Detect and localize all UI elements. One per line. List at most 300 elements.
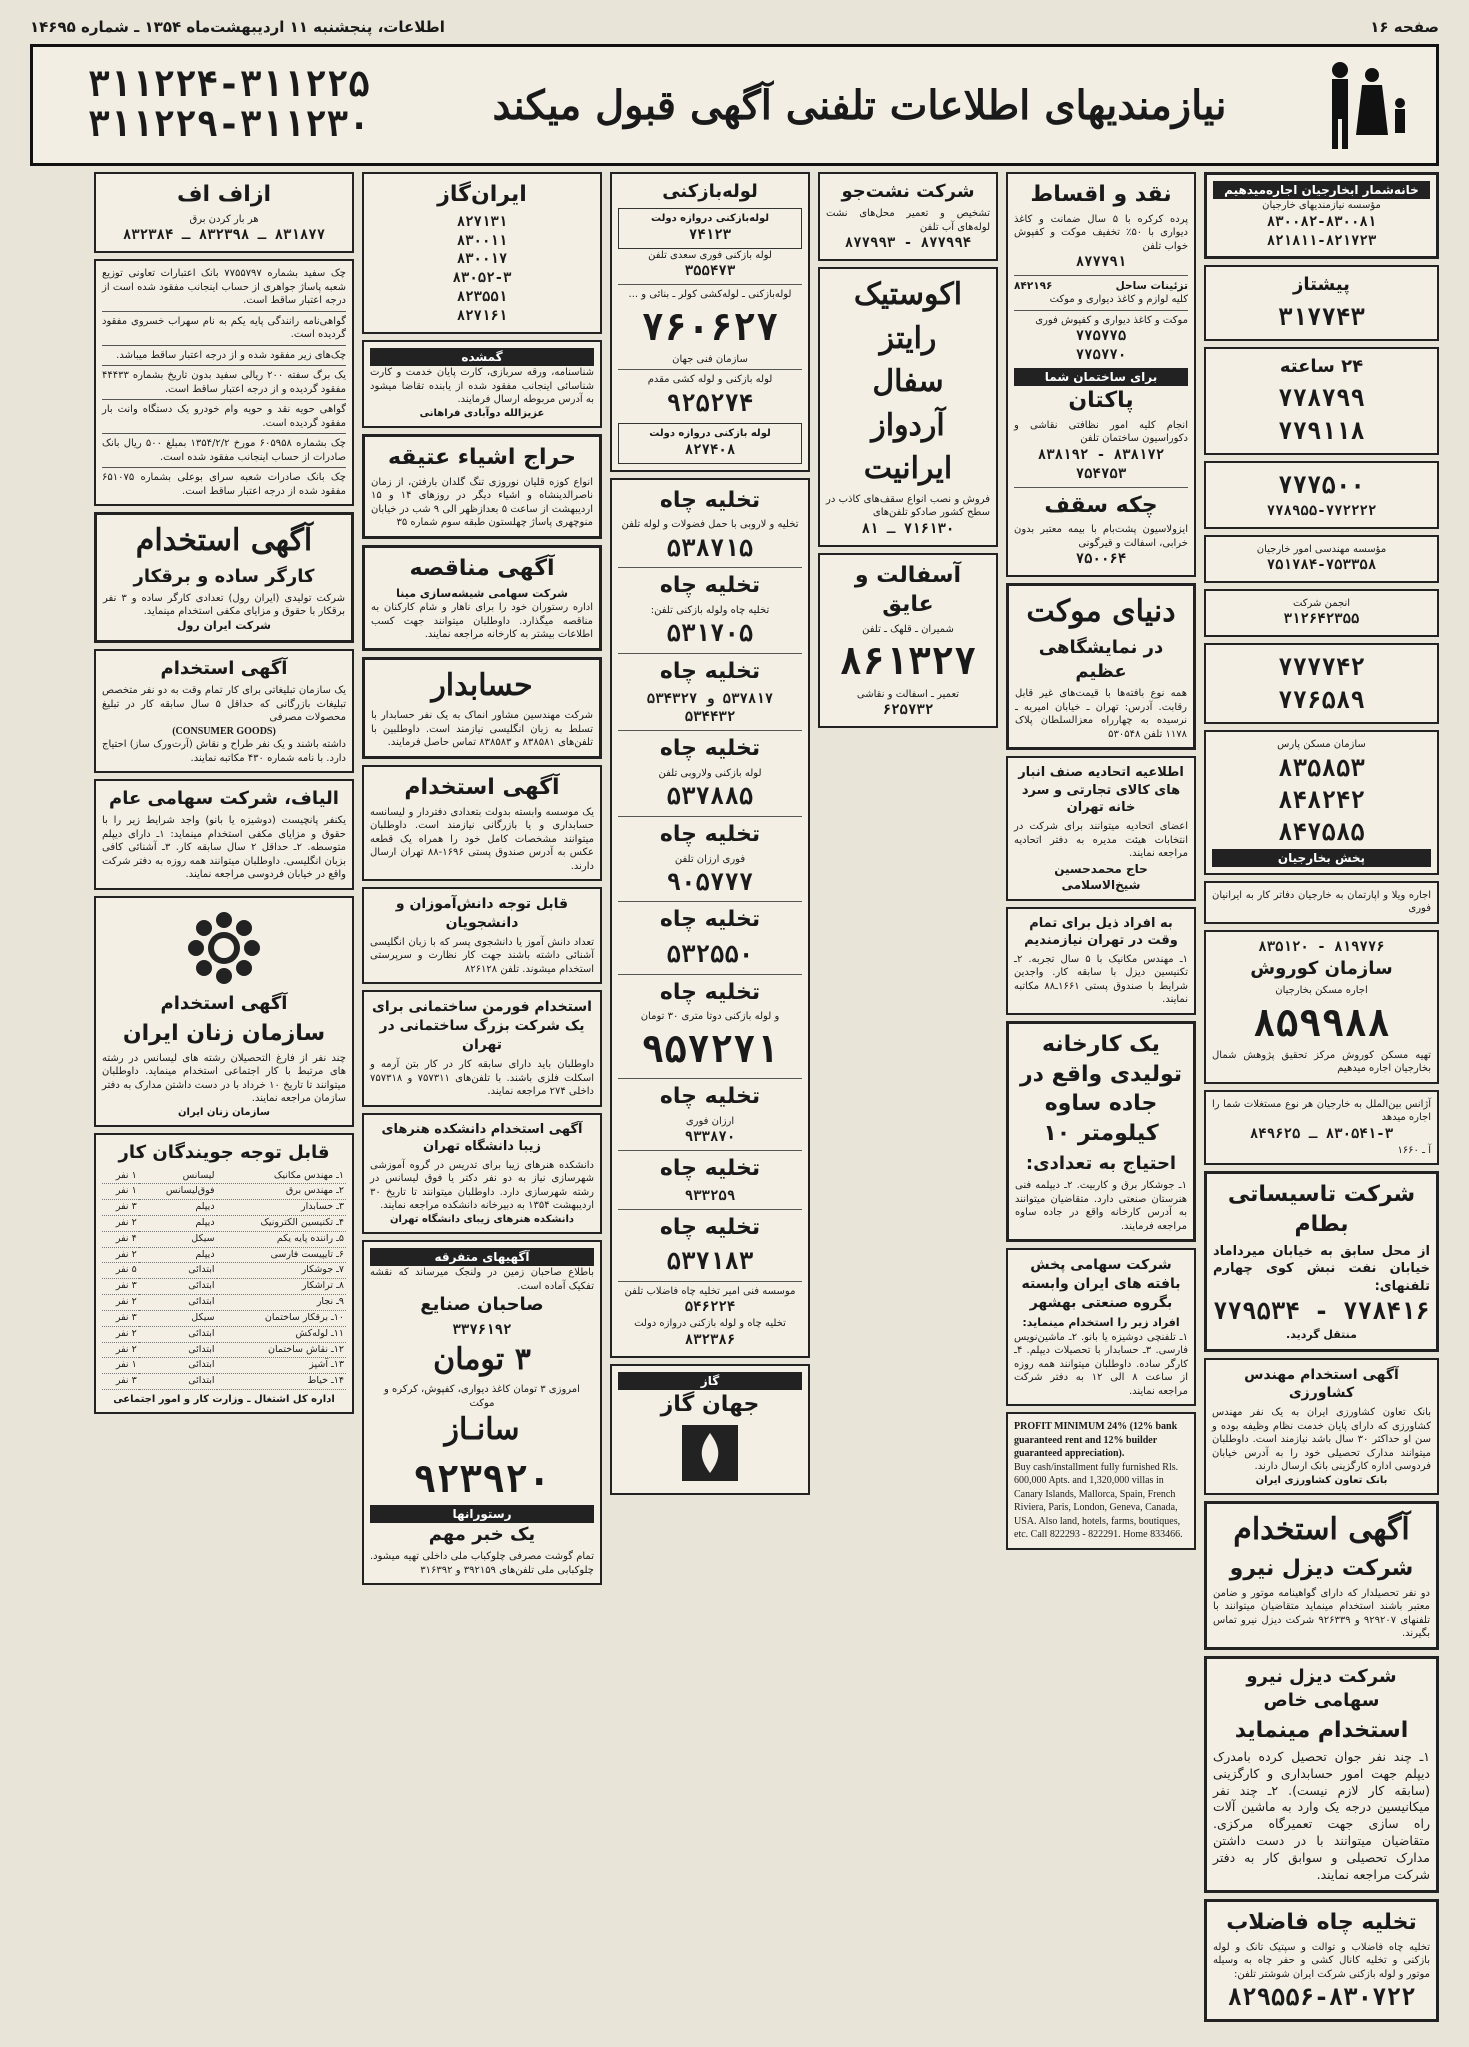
- karkhaneh-text: ۱ـ جوشکار برق و کاربیت. ۲ـ دیپلمه فنی هنرستان صنعتی دارد. متقاضیان میتوانند به آدرس کارخانه واقع در جاده ساوه مراجعه فرمایند.: [1015, 1180, 1187, 1232]
- iranrol-box: [94, 512, 354, 643]
- takhlieh-5-phone: ۹۰۵۷۷۷: [666, 868, 754, 897]
- mohandesi-box: [1204, 535, 1439, 583]
- monaqeseh-title: آگهی مناقصه: [409, 555, 555, 581]
- anjoman-phone: ۳۱۲۶۴۲۳۵۵: [1283, 611, 1360, 628]
- table-cell: ۲ نفر: [102, 1247, 139, 1263]
- rent-1-phone2: ۸۲۱۸۱۱-۸۲۱۷۲۳: [1266, 232, 1377, 249]
- lule-moq-phone: ۹۲۵۲۷۴: [666, 388, 754, 417]
- takhlieh-title-6: تخلیه چاه: [659, 907, 761, 933]
- tasisat-box: [1204, 1171, 1439, 1351]
- takhlieh-title-3: تخلیه چاه: [659, 658, 761, 684]
- lule-sadi: لوله بازکنی فوری سعدی تلفن: [648, 249, 772, 261]
- column-3: [818, 172, 998, 2031]
- takhlieh-9-phone: ۹۳۳۲۵۹: [684, 1187, 736, 1204]
- table-cell: ۱ نفر: [102, 1184, 139, 1200]
- takhlieh-7-text: و لوله بازکنی دوتا متری ۳۰ تومان: [640, 1011, 780, 1023]
- table-cell: ۱ نفر: [102, 1169, 139, 1184]
- table-cell: ۳ نفر: [102, 1200, 139, 1216]
- zanan-text: چند نفر از فارغ التحصیلان رشته های لیسانس در رشته های مرتبط با کار اجتماعی استخدام مینماید. داوطلبان میتوانند تا تاریخ ۱۰ خرداد با در دست داشتن مدارک به دفتر سازمان مراجعه نمایند.: [102, 1052, 346, 1105]
- profit-box: [1006, 1412, 1196, 1550]
- gas-flame-icon: [618, 1423, 802, 1483]
- page-number: صفحه ۱۶: [1370, 18, 1439, 36]
- banner-phones-1: ۳۱۱۲۲۴-۳۱۱۲۲۵: [88, 64, 370, 106]
- chekeh-text: ایزولاسیون پشت‌بام با بیمه معتبر بدون خرابی، اسفالت و قیرگونی: [1014, 524, 1188, 549]
- donya-box: [1006, 583, 1196, 750]
- takhlieh-4: لوله بازکنی ولاروبی تلفن: [658, 767, 762, 779]
- zanan-sub: سازمان زنان ایران: [122, 1021, 326, 1047]
- ettehadieh-title: اطلاعیه اتحادیه صنف انبار های کالای تجارتی و سرد خانه تهران: [1018, 765, 1184, 816]
- fazelab-text: تخلیه چاه فاضلاب و توالت و سپتیک تانک و لوله بازکنی و تخلیه کانال کشی و حفر چاه به وسیله موتور و لوله بازکنی شرکت ایران شوشتر تلفن:: [1213, 1941, 1430, 1980]
- hesabdar-box: [362, 657, 602, 759]
- agency-tag: آ ـ ۱۶۶۰: [1397, 1144, 1431, 1156]
- diesel2-title: شرکت دیزل نیرو سهامی خاص: [1246, 1665, 1397, 1711]
- kourosh-big-phone: ۸۵۹۹۸۸: [1252, 1000, 1391, 1045]
- tasisat-text: از محل سابق به خیابان میرداماد خیابان نفت نبش کوی چهارم تلفنهای:: [1213, 1243, 1430, 1294]
- karkhaneh-box: [1006, 1021, 1196, 1242]
- tamamvaqt-title: به افراد ذیل برای تمام وقت در تهران نیازمندیم: [1024, 915, 1178, 949]
- consumer-text2: داشته باشند و یک نفر طراح و نقاش (آرت‌ورک ساز) احتیاج دارد. با نامه شماره ۴۳۰ مکاتبه نمایند.: [102, 739, 346, 764]
- toman-text: امروزی ۳ تومان کاغذ دیواری، کفپوش، کرکره و موکت: [384, 1384, 580, 1409]
- lost-notice-4: یک برگ سفته ۲۰۰ ریالی سفید بدون تاریخ بشماره ۴۴۴۳۳ مفقود گردیده و از درجه اعتبار ساقط است.: [102, 370, 346, 395]
- table-row: [102, 1247, 346, 1263]
- phone7777: ۷۷۷۷۴۲: [1278, 653, 1365, 682]
- doulat-text: تخلیه چاه و لوله بازکنی دروازه دولت: [634, 1318, 786, 1330]
- acoustic-phone: ۷۱۶۱۳۰ ـ ۸۱: [861, 520, 955, 537]
- asfalt-phone2: ۶۲۵۷۳۲: [882, 702, 934, 719]
- irangas-phone5: ۸۲۳۵۵۱: [456, 289, 508, 306]
- column-5: [362, 172, 602, 2031]
- hesabdar-text: شرکت مهندسین مشاور انماک به یک نفر حسابدار با تسلط به زبان انگلیسی نیازمند است. داوطلبین با تلفن‌های ۸۳۸۵۸۱ و ۸۳۸۵۸۳ تماس حاصل فرمایند.: [371, 710, 593, 749]
- monaqeseh-text: اداره رستوران خود را برای ناهار و شام کارکنان به مناقصه میگذارد. داوطلبان میتوانند جهت کسب اطلاعات بیشتر به کارخانه مراجعه نمایند.: [371, 602, 593, 641]
- alyaf-text: یکنفر پانچیست (دوشیزه یا بانو) واجد شرایط زیر را با حقوق و مزایای مکفی استخدام مینماید: ۱ـ دارای دیپلم متوسطه. ۲ـ حداقل ۲ سال سابقه کار. ۳ـ آشنائی کافی بزبان انگلیسی. داوطلبان میتوانند همه روزه به دفتر شرکت واقع در خیابان فردوسی مراجعه نمایند.: [102, 815, 347, 881]
- takhlieh-4-phone: ۵۳۷۸۸۵: [666, 782, 754, 811]
- motefareqeh-text: باطلاع صاحبان زمین در ولنجک میرساند که نقشه تفکیک آماده است.: [370, 1267, 594, 1292]
- lost-notice-5: گواهی حویه نقد و حویه وام خودرو یک دستگاه وانت بار مفقود گردیده است.: [102, 404, 346, 429]
- pishtaz-phone: ۳۱۷۷۴۳: [1278, 302, 1365, 331]
- profit-text: Buy cash/installment fully furnished Rls. 600,000 Apts. and 1,320,000 villas in Canary Islands, Mallorca, Spain, French Riviera, Paris, London, Geneva, Canada, USA. Also land, hotels, farms, boutiques, etc. Call 822293 - 822291. Home 833466.: [1014, 1461, 1183, 1541]
- table-row: [102, 1374, 346, 1390]
- takhlieh-3-phone2: ۵۳۴۴۳۲: [684, 709, 736, 726]
- lule-sazman: سازمان فنی جهان: [672, 353, 748, 365]
- banner-phones: [49, 65, 409, 144]
- column-2: [1006, 172, 1196, 2031]
- table-row: [102, 1279, 346, 1295]
- table-cell: ۳ نفر: [102, 1374, 139, 1390]
- phone777-box: [1204, 461, 1439, 528]
- diesel-text: دو نفر تحصیلدار که دارای گواهینامه موتور و ضامن معتبر باشند استخدام مینماید متقاضیان میتوانند با تلفنهای ۹۲۹۲۰۷ و ۹۲۶۳۳۹ شرکت دیزل نیرو تماس بگیرند.: [1213, 1587, 1430, 1640]
- paktan-title: پاکتان: [1068, 388, 1134, 414]
- gas-tag: گاز: [618, 1372, 802, 1390]
- nasht-phone: ۸۷۷۹۹۴ - ۸۷۷۹۹۳: [844, 235, 972, 252]
- takhlieh-title-9: تخلیه چاه: [659, 1156, 761, 1182]
- table-row: [102, 1295, 346, 1311]
- lule-dolat-phone: ۸۲۷۴۰۸: [684, 441, 736, 458]
- restaurant-text: تمام گوشت مصرفی چلوکباب ملی داخلی تهیه میشود. چلوکبابی ملی تلفن‌های ۳۹۲۱۵۹ و ۳۱۶۳۹۲: [370, 1551, 594, 1576]
- gomshodeh-text: شناسنامه، ورقه سربازی، کارت پایان خدمت و کارت شناسائی اینجانب مفقود شده از یابنده تقاضا میشود به آدرس مربوطه ارسال فرمایند.: [370, 367, 594, 406]
- table-cell: فوق‌لیسانس: [139, 1184, 217, 1200]
- keshavarzi-title: آگهی استخدام مهندس کشاورزی: [1244, 1366, 1399, 1402]
- naqd-text: پرده کرکره با ۵ سال ضمانت و کاغذ دیواری با ۵۰٪ تخفیف موکت و کفپوش خواب تلفن: [1014, 213, 1189, 252]
- takhlieh-3-phone: ۵۳۷۸۱۷ و ۵۳۴۳۲۷: [646, 690, 774, 707]
- table-cell: سیکل: [139, 1310, 217, 1326]
- restaurant-tag: رستورانها: [370, 1505, 594, 1523]
- monaqeseh-box: [362, 545, 602, 651]
- fazelab-phone: ۸۲۹۵۵۶-۸۳۰۷۲۲: [1227, 1983, 1416, 2011]
- asfalt-text: شمیران ـ قلهک ـ تلفن: [862, 623, 954, 635]
- table-cell: دیپلم: [139, 1216, 217, 1232]
- agency-box: [1204, 1090, 1439, 1165]
- table-cell: ابتدائی: [139, 1358, 217, 1374]
- consumer-en: (CONSUMER GOODS): [172, 725, 276, 737]
- tazeinat-text: کلیه لوازم و کاغذ دیواری و موکت: [1049, 294, 1188, 306]
- haraj-text: انواع کوزه قلیان نوروزی تنگ گلدان بارفتن، از زمان ناصرالدینشاه و اشیاء دیگر در روزهای ۱۴ و ۱۵ اردیبهشت از ساعت ۵ بعدازظهر الی ۹ شب در خیابان منوچهری پاساژ چهلستون طبقه سوم شماره ۳۵: [371, 476, 593, 529]
- rent-1-phone: ۸۳۰۰۸۲-۸۳۰۰۸۱: [1266, 213, 1377, 230]
- lule-moq: لوله بازکنی و لوله کشی مقدم: [647, 374, 773, 386]
- family-silhouette-icon: [1310, 55, 1420, 155]
- irangas-box: [362, 172, 602, 334]
- pakhsh-text: ۱ـ تلفنچی دوشیزه یا بانو. ۲ـ ماشین‌نویس فارسی. ۳ـ حسابدار با تحصیلات دیپلم. ۴ـ کارگر ساده. داوطلبان میتوانند همه روزه از ساعت ۸ الی ۱۲ به دفتر شرکت مراجعه نمایند.: [1014, 1331, 1189, 1397]
- lost-notice-6: چک بشماره ۶۰۵۹۵۸ مورخ ۱۳۵۴/۲/۲ بمبلغ ۵۰۰ ریال بانک صادرات از حساب اینجانب مفقود شده است.: [102, 438, 346, 463]
- jobs-footer: اداره کل اشتغال ـ وزارت کار و امور اجتماعی: [113, 1393, 335, 1405]
- kourosh-title: سازمان کوروش: [1250, 957, 1393, 979]
- table-cell: ۳ نفر: [102, 1310, 139, 1326]
- honar-title: آگهی استخدام دانشکده هنرهای زیبا دانشگاه تهران: [381, 1121, 583, 1155]
- diesel2-text: ۱ـ چند نفر جوان تحصیل کرده بامدرک دیپلم جهت امور حسابداری و کارگزینی (سابقه کار لازم نیست). ۲ـ چند نفر میکانیسین درجه یک وارد به ماشین آلات راه سازی جهت تعمیرگاه مرکزی. متقاضیان میتوانند با در دست داشتن مدارک تحصیلی و سوابق کار به دفتر شرکت مراجعه نمایند.: [1213, 1748, 1430, 1882]
- zanan-sign: سازمان زنان ایران: [178, 1106, 270, 1118]
- lule-sadi-phone: ۳۵۵۴۷۳: [684, 263, 736, 280]
- acoustic-text: فروش و نصب انواع سقف‌های کاذب در سطح کشور صادکو تلفن‌های: [826, 493, 990, 519]
- sun-emblem-icon: [102, 908, 346, 988]
- diesel-sub: شرکت دیزل نیرو: [1229, 1555, 1414, 1581]
- jouyandegan-title: قابل توجه جویندگان کار: [118, 1142, 330, 1164]
- pishtaz-box: [1204, 265, 1439, 341]
- afaf-box: [94, 172, 354, 253]
- paktan-text: انجام کلیه امور نظافتی نقاشی و دکوراسیون ساختمان تلفن: [1014, 419, 1188, 445]
- table-row: [102, 1326, 346, 1342]
- table-cell: ۷ـ جوشکار: [217, 1263, 346, 1279]
- tamamvaqt-text: ۱ـ مهندس مکانیک با ۵ سال تجربه. ۲ـ تکنیسین دیزل با سابقه کار. واجدین شرایط با صندوق پستی ۱۶۶۱ـ۸۸ مکاتبه نمایند.: [1014, 953, 1189, 1006]
- table-cell: ۱ـ مهندس مکانیک: [217, 1169, 346, 1184]
- maskan-title: سازمان مسکن پارس: [1277, 739, 1366, 751]
- table-cell: ۱ نفر: [102, 1358, 139, 1374]
- moket-text: موکت و کاغذ دیواری و کفپوش فوری: [1035, 314, 1188, 326]
- diesel-box: [1204, 1501, 1439, 1649]
- paktan-phone: ۸۳۸۱۷۲ - ۸۳۸۱۹۲: [1037, 446, 1165, 463]
- anjoman-title: انجمن شرکت: [1292, 597, 1351, 609]
- pishtaz-title: پیشتاز: [1293, 274, 1350, 296]
- foreman-box: [362, 990, 602, 1106]
- agency-phone: ۸۳۰۵۴۱-۳ ـ ۸۴۹۶۲۵: [1249, 1125, 1394, 1142]
- table-cell: ابتدائی: [139, 1279, 217, 1295]
- table-row: [102, 1342, 346, 1358]
- takhlieh-8-phone: ۹۳۳۸۷۰: [684, 1129, 736, 1146]
- tasisat-title: شرکت تاسیساتی بطام: [1227, 1182, 1416, 1237]
- foreman-title: استخدام فورمن ساختمانی برای یک شرکت بزرگ ساختمانی در تهران: [372, 999, 592, 1054]
- phone777b: ۷۷۸۹۵۵-۷۷۲۲۲۲: [1266, 502, 1377, 519]
- daneshamuz-title: قابل توجه دانش‌آموزان و دانشجویان: [395, 896, 569, 932]
- consumer-box: [94, 649, 354, 773]
- table-cell: سیکل: [139, 1231, 217, 1247]
- banner-text: نیازمندیهای اطلاعات تلفنی آگهی قبول میکند: [492, 81, 1227, 129]
- keshavarzi-text: بانک تعاون کشاورزی ایران به یک نفر مهندس کشاورزی که دارای پایان خدمت نظام وظیفه بوده و سن او حداکثر ۳۰ سال باشد نیازمند است. داوطلبان میتوانند مدارک تحصیلی خود را به آدرس خیابان فردوسی اداره کارگزینی بانک ارسال دارند.: [1212, 1407, 1431, 1473]
- nasht-box: [818, 172, 998, 261]
- table-cell: ۱۳ـ آشپز: [217, 1358, 346, 1374]
- table-cell: ۳ـ حسابدار: [217, 1200, 346, 1216]
- takhlieh-title-1: تخلیه چاه: [659, 487, 761, 513]
- mohandesi-title: مؤسسه مهندسی امور خارجیان: [1256, 543, 1387, 555]
- agency-text: آژانس بین‌الملل به خارجیان هر نوع مستغلات شما را اجاره میدهد: [1212, 1098, 1431, 1124]
- gomshodeh-sign: عزیزالله دوآبادی فراهانی: [419, 407, 545, 419]
- table-cell: ۵ـ راننده پایه یکم: [217, 1231, 346, 1247]
- lule-title: لوله‌بازکنی: [662, 181, 758, 202]
- takhlieh-10-phone: ۵۳۷۱۸۳: [666, 1247, 754, 1276]
- table-cell: ابتدائی: [139, 1374, 217, 1390]
- fazelab-title: تخلیه چاه فاضلاب: [1226, 1909, 1417, 1935]
- sanaz-phone: ۹۲۳۹۲۰: [413, 1456, 551, 1501]
- takhlieh-box: [610, 478, 810, 1358]
- maskan-phone2: ۸۴۸۲۴۲: [1278, 785, 1365, 814]
- diesel2-box: [1204, 1656, 1439, 1893]
- table-cell: ۲ نفر: [102, 1326, 139, 1342]
- takhlieh-2-phone: ۵۳۱۷۰۵: [666, 619, 754, 648]
- iranrol-sub: کارگر ساده و برقکار: [133, 565, 315, 587]
- foreman-text: داوطلبان باید دارای سابقه کار در کار بتن آرمه و اسکلت فلزی باشند. با تلفن‌های ۷۵۷۳۱۱ و ۷۵۷۳۱۸ داخلی ۲۷۴ مراجعه نمایند.: [370, 1059, 594, 1098]
- rent-header: خانه‌شمار ابخارجیان اجاره‌میدهیم: [1213, 181, 1430, 199]
- column-4: [610, 172, 810, 2031]
- diesel-title: آگهی استخدام: [1233, 1512, 1410, 1548]
- daneshamuz-box: [362, 887, 602, 984]
- alyaf-title: الیاف، شرکت سهامی عام: [109, 788, 339, 810]
- irangas-phone6: ۸۲۷۱۶۱: [456, 308, 508, 325]
- lule-box: [610, 172, 810, 472]
- table-cell: ابتدائی: [139, 1295, 217, 1311]
- honar-box: [362, 1113, 602, 1235]
- table-cell: ۲ نفر: [102, 1295, 139, 1311]
- column-6: [94, 172, 354, 2031]
- gomshodeh-box: [362, 340, 602, 428]
- maskan-tag: پخش بخارجیان: [1212, 849, 1431, 867]
- table-row: [102, 1231, 346, 1247]
- nasht-text: تشخیص و تعمیر محل‌های نشت لوله‌های آب تلفن: [826, 208, 990, 233]
- table-cell: ۲ نفر: [102, 1216, 139, 1232]
- consumer-title: آگهی استخدام: [160, 657, 288, 679]
- table-row: [102, 1169, 346, 1184]
- s24-box: [1204, 347, 1439, 455]
- iranit-title: ایرانیت: [863, 451, 953, 487]
- table-cell: ۴ـ تکنیسین الکترونیک: [217, 1216, 346, 1232]
- lule-dolat: لوله بازکنی دروازه دولت: [649, 428, 771, 440]
- lule-koly: لوله‌بازکنی ـ لوله‌کشی کولر ـ بنائی و ...: [628, 289, 792, 301]
- takhlieh-7-big: ۹۵۷۲۷۱: [641, 1026, 779, 1071]
- ettehadieh-sign: حاج محمدحسین شیخ‌الاسلامی: [1054, 861, 1148, 892]
- table-cell: ۶ـ تایپیست فارسی: [217, 1247, 346, 1263]
- gas-box: [610, 1364, 810, 1496]
- paktan-phone2: ۷۵۴۷۵۳: [1075, 465, 1127, 482]
- naqd-box: [1006, 172, 1196, 577]
- jobs-table: [102, 1169, 346, 1390]
- s24-title: ۲۴ ساعته: [1279, 356, 1364, 378]
- kourosh-phone-top: ۸۱۹۷۷۶ - ۸۳۵۱۲۰: [1258, 938, 1385, 955]
- restaurant-title: یک خبر مهم: [428, 1524, 536, 1546]
- irangas-title: ایران‌گاز: [437, 182, 527, 207]
- lost-notice-2: گواهی‌نامه رانندگی پایه یکم به نام سهراب خسروی مفقود گردیده است.: [102, 315, 346, 341]
- naqd-title: نقد و اقساط: [1030, 182, 1172, 207]
- takhlieh-6-phone: ۵۳۲۵۵۰: [666, 940, 754, 969]
- table-cell: ۲ نفر: [102, 1342, 139, 1358]
- keshavarzi-sign: بانک تعاون کشاورزی ایران: [1255, 1474, 1388, 1486]
- alyaf-box: [94, 779, 354, 890]
- ads-grid: [30, 172, 1439, 2031]
- donya-title: دنیای موکت: [1026, 594, 1176, 630]
- page-header: [30, 14, 1439, 40]
- sakhteman-tag: برای ساختمان شما: [1014, 368, 1188, 386]
- iranrol-sign: شرکت ایران رول: [177, 618, 271, 632]
- pakhsh-title: شرکت سهامی پخش بافته های ایران وابسته بگروه صنعتی بهشهر: [1021, 1257, 1181, 1311]
- acoustic-title: اکوستیک: [853, 277, 963, 313]
- keshavarzi-box: [1204, 1358, 1439, 1496]
- table-cell: ابتدائی: [139, 1263, 217, 1279]
- table-cell: لیسانس: [139, 1169, 217, 1184]
- zanan-box: [94, 896, 354, 1127]
- tamamvaqt-box: [1006, 907, 1196, 1015]
- villa-box: اجاره ویلا و اپارتمان به خارجیان دفاتر کار به ایرانیان فوری: [1204, 881, 1439, 924]
- sanaye-title: صاحبان صنایع: [420, 1294, 544, 1316]
- lule-text: لوله‌بازکنی دروازه دولت: [651, 213, 769, 225]
- karkhaneh-title: یک کارخانه تولیدی واقع در جاده ساوه کیلومتر ۱۰: [1019, 1031, 1183, 1147]
- table-cell: ۳ نفر: [102, 1279, 139, 1295]
- table-row: [102, 1200, 346, 1216]
- takhlieh-5: فوری ارزان تلفن: [674, 853, 746, 865]
- gomshodeh-tag: گمشده: [370, 348, 594, 366]
- misc-ads-box: [362, 1240, 602, 1585]
- tazeinat-row: [1014, 279, 1188, 293]
- ettehadieh-text: اعضای اتحادیه میتوانند برای شرکت در انتخابات هیئت مدیره به دفتر اتحادیه مراجعه نمایند.: [1014, 821, 1188, 859]
- donya-text: همه نوع بافته‌ها با قیمت‌های غیر قابل رقابت. آدرس: تهران ـ خیابان امیریه ـ نرسیده به چهارراه معزالسلطان پلاک ۱۱۷۸ تلفن ۵۳۰۵۴۸: [1015, 688, 1187, 740]
- karkhaneh-sub: احتیاج به تعدادی:: [1025, 1152, 1177, 1174]
- table-cell: ۹ـ نجار: [217, 1295, 346, 1311]
- iranrol-text: شرکت تولیدی (ایران رول) تعدادی کارگر ساده و ۳ نفر برقکار با حقوق و مزایای مکفی استخدام مینماید.: [103, 592, 345, 618]
- asfalt-box: [818, 553, 998, 729]
- chekeh-phone: ۷۵۰۰۶۴: [1075, 551, 1127, 568]
- tazeinat-phone: ۸۴۲۱۹۶: [1014, 280, 1053, 293]
- tasisat-end: منتقل گردید.: [1286, 1327, 1357, 1341]
- takhlieh-8: ارزان فوری: [685, 1115, 735, 1127]
- doulat-phone: ۸۳۲۳۸۶: [684, 1331, 736, 1348]
- irangas-phone3: ۸۳۰۰۱۷: [456, 251, 508, 268]
- fanni-phone: ۵۴۶۲۲۴: [684, 1299, 736, 1316]
- table-cell: ۸ـ تراشکار: [217, 1279, 346, 1295]
- table-cell: ۱۱ـ لوله‌کش: [217, 1326, 346, 1342]
- table-row: [102, 1310, 346, 1326]
- jouyandegan-box: [94, 1133, 354, 1414]
- takhlieh-title-2: تخلیه چاه: [659, 573, 761, 599]
- table-row: [102, 1184, 346, 1200]
- takhlieh-1-phone: ۵۳۸۷۱۵: [666, 533, 754, 562]
- estekhdam-text: یک موسسه وابسته بدولت بتعدادی دفتردار و لیسانسه حسابداری و یا بازرگانی نیازمند است. داوطلبان میتوانند مشخصات کامل خود را همراه یک قطعه عکس به آدرس صندوق پستی ۱۶۹۶-۸۸ تهران ارسال دارند.: [370, 806, 594, 872]
- irangas-phone: ۸۲۷۱۳۱: [456, 213, 508, 230]
- motefareqeh-tag: آگهیهای متفرقه: [370, 1248, 594, 1266]
- pakhsh-box: [1006, 1248, 1196, 1406]
- riz-title: رایتز: [879, 320, 937, 356]
- fazelab-box: [1204, 1899, 1439, 2023]
- top-banner: [30, 44, 1439, 166]
- afaf-phone: ۸۳۱۸۷۷ ـ ۸۳۲۳۹۸ ـ ۸۳۲۳۸۴: [122, 227, 326, 244]
- gas-name: جهان گاز: [660, 1391, 760, 1417]
- lost-notice-1: چک سفید بشماره ۷۷۵۵۷۹۷ بانک اعتبارات تعاونی توزیع شعبه پاساژ جواهری از حساب اینجانب مفقود شده است از درجه اعتبار ساقط است.: [102, 268, 346, 307]
- table-cell: ۵ نفر: [102, 1263, 139, 1279]
- acoustic-box: [818, 267, 998, 546]
- table-cell: ابتدائی: [139, 1342, 217, 1358]
- afaf-title: ازاف اف: [176, 182, 272, 207]
- maskan-phone: ۸۳۵۸۵۳: [1278, 753, 1365, 782]
- issue-line: اطلاعات، پنجشنبه ۱۱ اردیبهشت‌ماه ۱۳۵۴ ـ شماره ۱۴۶۹۵: [30, 18, 445, 36]
- chekeh-title: چکه سقف: [1044, 492, 1158, 518]
- naqd-phone: ۸۷۷۷۹۱: [1075, 254, 1127, 271]
- takhlieh-title-10: تخلیه چاه: [659, 1214, 761, 1240]
- iranrol-title: آگهی استخدام: [135, 523, 313, 559]
- table-cell: ابتدائی: [139, 1326, 217, 1342]
- asfalt-title: آسفالت و عایق: [854, 562, 962, 618]
- table-cell: ۱۲ـ نقاش ساختمان: [217, 1342, 346, 1358]
- fanni-text: موسسه فنی امیر تخلیه چاه فاضلاب تلفن: [624, 1285, 796, 1297]
- toman-title: ۳ تومان: [433, 1341, 531, 1377]
- table-cell: ۲ـ مهندس برق: [217, 1184, 346, 1200]
- tazeinat-title: تزئینات ساحل: [1115, 280, 1188, 293]
- irangas-phone2: ۸۳۰۰۱۱: [456, 232, 508, 249]
- table-row: [102, 1263, 346, 1279]
- table-cell: ۴ نفر: [102, 1231, 139, 1247]
- sanaz-title: سانـاز: [444, 1412, 520, 1448]
- kourosh-text: تهیه مسکن کوروش مرکز تحقیق پژوهش شمال بخارجیان اجاره میدهیم: [1212, 1049, 1431, 1075]
- asfalt-sub: تعمیر ـ اسفالت و نقاشی: [856, 688, 960, 700]
- takhlieh-1: تخلیه و لاروبی با حمل فضولات و لوله تلفن: [621, 519, 799, 531]
- hesabdar-title: حسابدار: [431, 667, 533, 703]
- irangas-phone4: ۸۳۰۵۲-۳: [452, 270, 512, 287]
- diesel2-sub: استخدام مینماید: [1234, 1718, 1409, 1744]
- takhlieh-title-7: تخلیه چاه: [659, 979, 761, 1005]
- lost-notices-box: [94, 259, 354, 506]
- estekhdam-title: آگهی استخدام: [404, 774, 560, 800]
- kourosh-sub: اجاره مسکن بخارجیان: [1275, 985, 1368, 997]
- table-cell: دیپلم: [139, 1247, 217, 1263]
- mohandesi-phone: ۷۵۱۷۸۴-۷۵۳۳۵۸: [1266, 557, 1377, 574]
- takhlieh-2: تخلیه چاه ولوله بازکنی تلفن:: [650, 604, 770, 616]
- estekhdam-box: [362, 765, 602, 881]
- lost-notice-3: چک‌های زیر مفقود شده و از درجه اعتبار ساقط میباشد.: [116, 349, 346, 361]
- asfalt-phone: ۸۶۱۳۲۷: [839, 639, 977, 684]
- takhlieh-title-4: تخلیه چاه: [659, 736, 761, 762]
- lule-dolat-box: [618, 423, 802, 463]
- consumer-text: یک سازمان تبلیغاتی برای کار تمام وقت به دو نفر متخصص تبلیغات بازرگانی که حداقل ۵ سال سابقه کار در تبلیغ محصولات مصرفی: [102, 685, 346, 724]
- kourosh-box: [1204, 930, 1439, 1084]
- lule-dolat-tag: [618, 208, 802, 248]
- lule-big-phone: ۷۶۰۶۲۷: [641, 304, 779, 349]
- pakhsh-sub: افراد زیر را استخدام مینماید:: [1022, 1315, 1180, 1329]
- honar-text: دانشکده هنرهای زیبا برای تدریس در گروه آموزشی شهرسازی نیاز به دو نفر دکتر یا فوق لیسانس در رشته شهرسازی دارد. داوطلبان میتوانند تا تاریخ ۳۰ اردیبهشت ۱۳۵۴ به دبیرخانه دانشکده مراجعه نمایند.: [370, 1159, 594, 1212]
- table-cell: دیپلم: [139, 1200, 217, 1216]
- phone7777-box: [1204, 643, 1439, 724]
- rent-foreigners-box: [1204, 172, 1439, 259]
- monaqeseh-sub: شرکت سهامی شیشه‌سازی مینا: [396, 586, 568, 600]
- zanan-title: آگهی استخدام: [160, 992, 288, 1014]
- tasisat-phones: ۷۷۸۴۱۶ - ۷۷۹۵۳۴: [1213, 1297, 1430, 1326]
- donya-sub: در نمایشگاهی عظیم: [1038, 636, 1164, 683]
- takhlieh-title-8: تخلیه چاه: [659, 1084, 761, 1109]
- profit-title: PROFIT MINIMUM 24% (12% bank guaranteed rent and 12% builder guaranteed appreciation).: [1014, 1421, 1178, 1460]
- honar-sign: دانشکده هنرهای زیبای دانشگاه تهران: [389, 1213, 575, 1225]
- lule-phone: ۷۴۱۲۳: [688, 226, 732, 243]
- haraj-box: [362, 434, 602, 539]
